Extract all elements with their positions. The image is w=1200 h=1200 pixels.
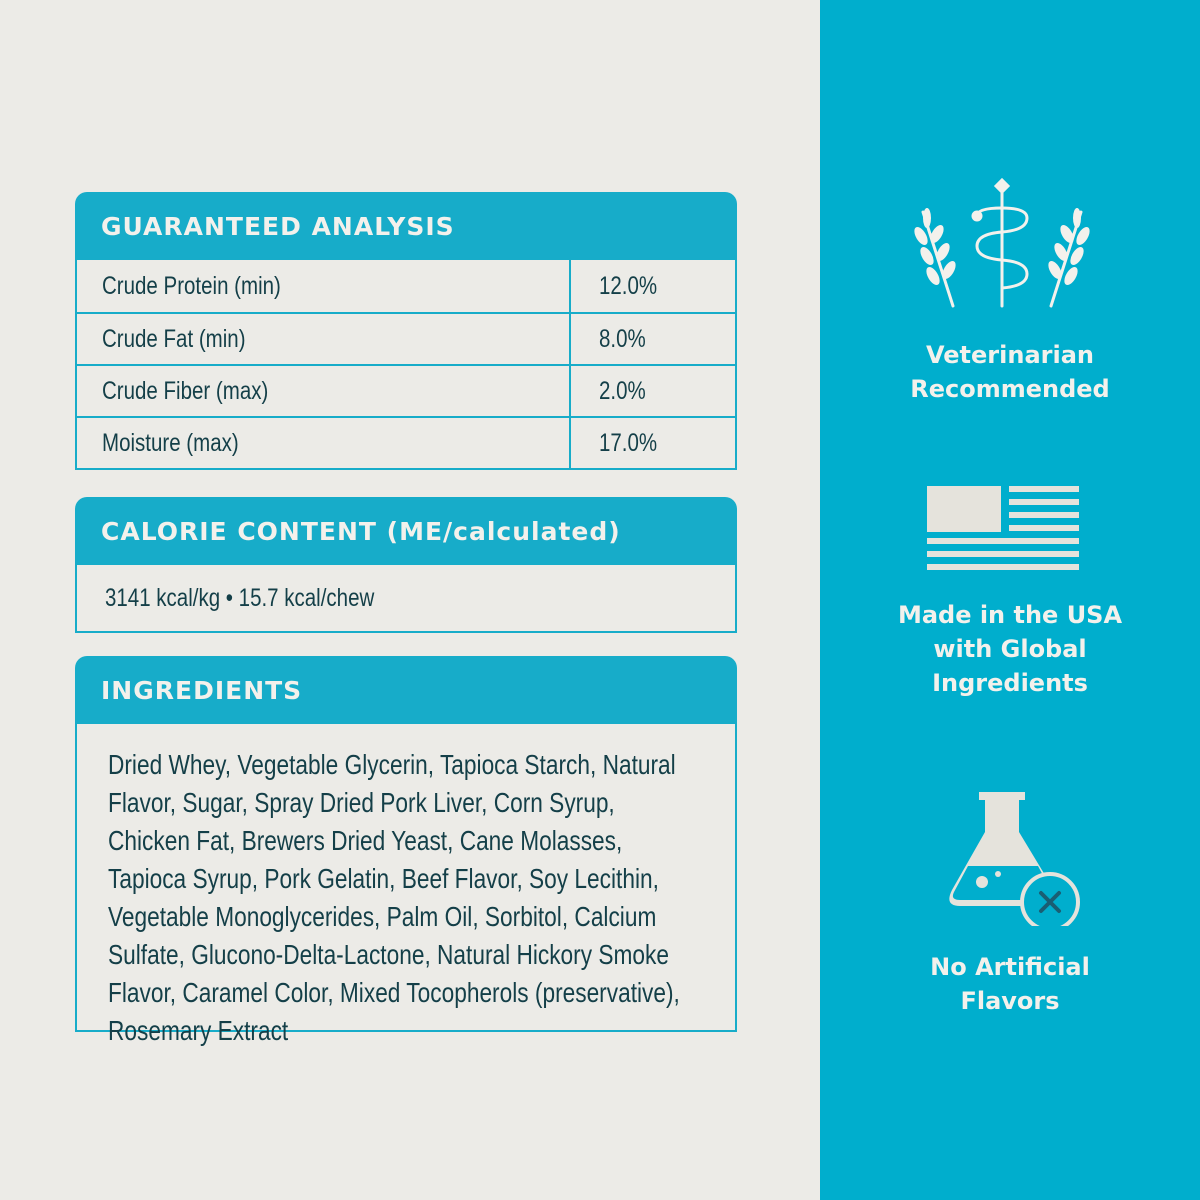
- guaranteed-analysis-title: GUARANTEED ANALYSIS: [75, 192, 737, 260]
- nutrient-label: Crude Fiber (max): [102, 376, 269, 405]
- guaranteed-analysis-panel: [75, 192, 737, 470]
- badge-label: No Artificial Flavors: [930, 953, 1090, 1015]
- ingredients-panel: [75, 656, 737, 1046]
- table-row: [77, 416, 735, 468]
- calorie-content-title: CALORIE CONTENT (ME/calculated): [75, 497, 737, 565]
- usa-flag-icon: [927, 486, 1079, 578]
- nutrient-value: 8.0%: [599, 324, 646, 353]
- nutrient-label: Crude Protein (min): [102, 271, 281, 300]
- badge-label: Made in the USA with Global Ingredients: [897, 601, 1123, 697]
- caduceus-wreath-icon: [905, 178, 1100, 313]
- badge-no-artificial-flavors: [820, 950, 1200, 1018]
- table-row: [77, 260, 735, 312]
- calorie-content-value: 3141 kcal/kg • 15.7 kcal/chew: [105, 583, 375, 612]
- badge-veterinarian: [820, 338, 1200, 406]
- nutrient-value: 2.0%: [599, 376, 646, 405]
- guaranteed-analysis-table: [75, 260, 737, 470]
- table-row: [77, 312, 735, 364]
- ingredients-title: INGREDIENTS: [75, 656, 737, 724]
- nutrient-label: Crude Fat (min): [102, 324, 246, 353]
- nutrient-label: Moisture (max): [102, 428, 239, 457]
- calorie-content-panel: [75, 497, 737, 633]
- ingredients-text: Dried Whey, Vegetable Glycerin, Tapioca Starch, Natural Flavor, Sugar, Spray Dried Pork Liver, Corn Syrup, Chicken Fat, Brewers Dried Yeast, Cane Molasses, Tapioca Syrup, Pork Gelatin, Beef Flavor, Soy Lecithin, Vegetable Monoglycerides, Palm Oil, Sorbitol, Calcium Sulfate, Glucono-Delta-Lactone, Natural Hickory Smoke Flavor, Caramel Color, Mixed Tocopherols (preservative), Rosemary Extract: [108, 749, 680, 1046]
- badge-made-in-usa: [820, 598, 1200, 700]
- flask-no-icon: [942, 786, 1087, 926]
- nutrient-value: 17.0%: [599, 428, 658, 457]
- nutrient-value: 12.0%: [599, 271, 658, 300]
- table-row: [77, 364, 735, 416]
- badge-label: Veterinarian Recommended: [910, 341, 1110, 403]
